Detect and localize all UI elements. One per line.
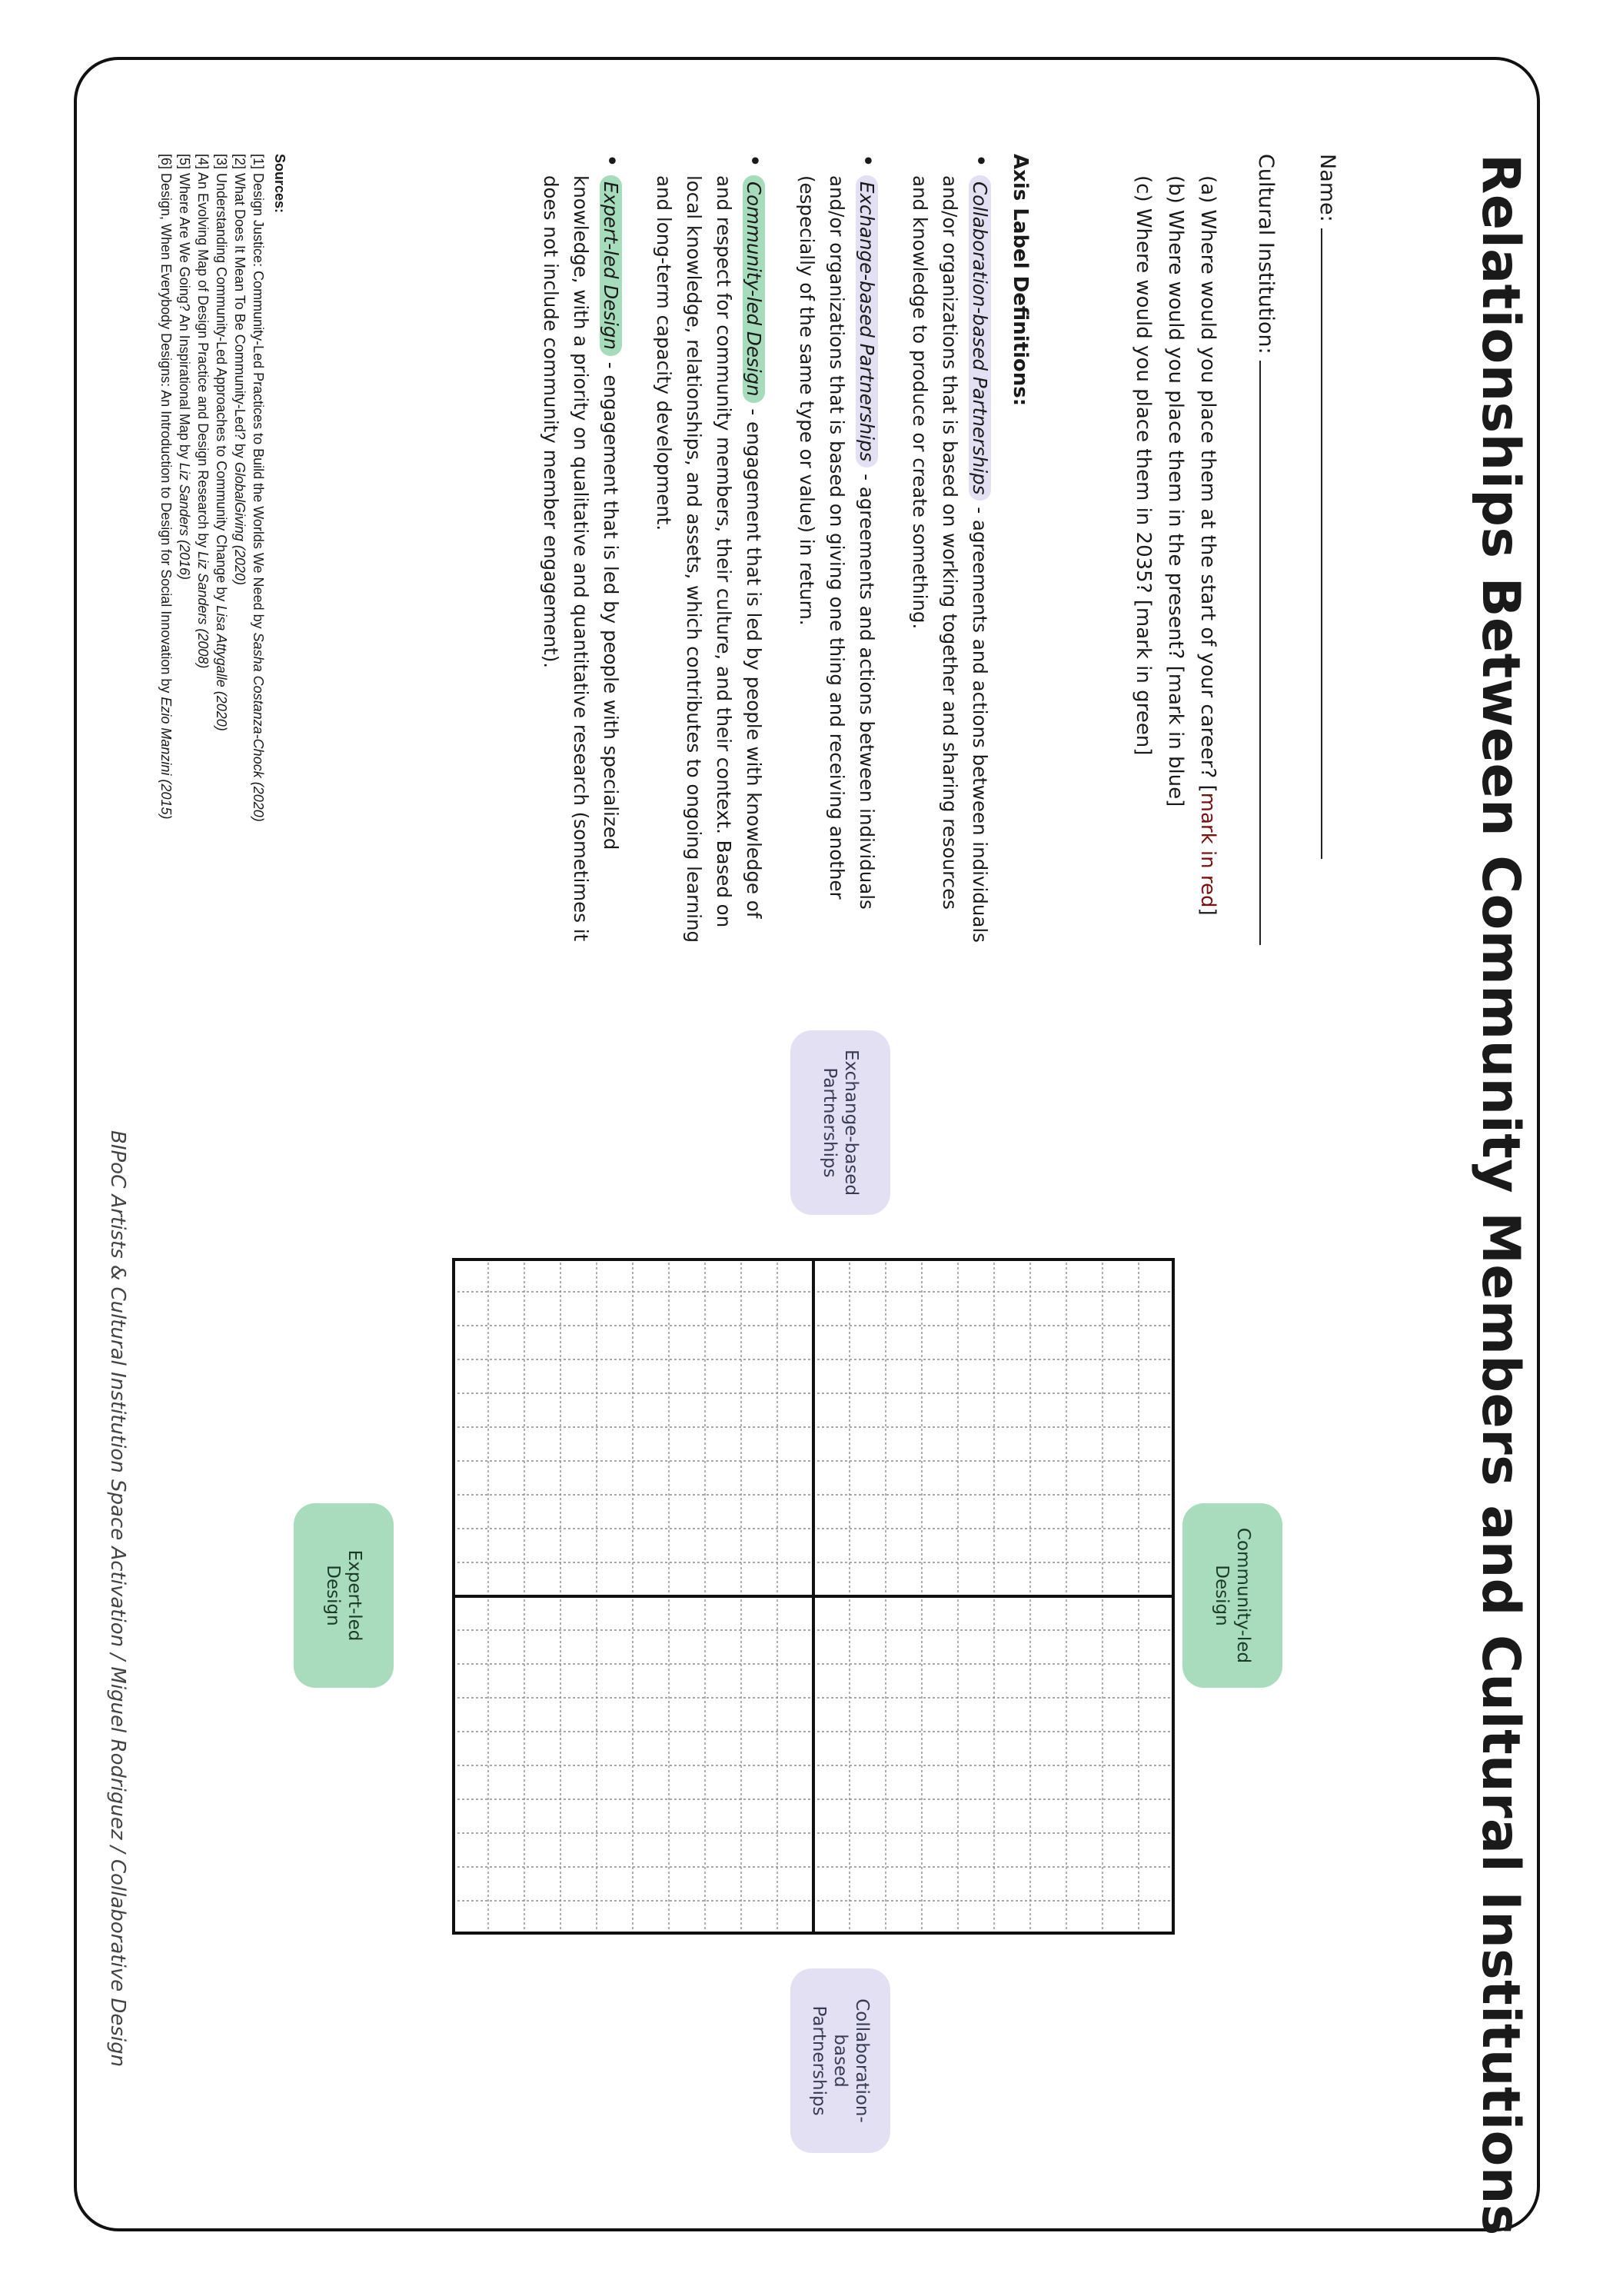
term-exchange: Exchange-based Partnerships [856,175,878,468]
definition-expert: • Expert-led Design - engagement that is led by people with specialized knowledge, with a priority on qualitative and quantitative research (sometimes it does not include community member engagement). [536,175,626,944]
question-list [1127,175,1224,916]
name-label: Name: [1315,154,1339,222]
source-item: [1] Design Justice: Community-Led Practices to Build the Worlds We Need by Sasha Costanza-Chock (2020) [251,154,266,822]
institution-label: Cultural Institution: [1254,154,1278,354]
source-item: [3] Understanding Community-Led Approaches to Community Change by Lisa Attygalle (2020) [214,154,229,731]
source-item: [4] An Evolving Map of Design Practice and Design Research by Liz Sanders (2008) [195,154,211,669]
term-collaboration: Collaboration-based Partnerships [969,175,991,501]
axis-label-expert: Expert-led Design [294,1503,394,1688]
source-item: [2] What Does It Mean To Be Community-Led? by GlobalGiving (2020) [232,154,248,585]
axis-label-collaboration: Collaboration-based Partnerships [790,1968,890,2153]
institution-field [1254,154,1281,945]
question-a: (a) Where would you place them at the start of your career? [mark in red] [1196,175,1219,916]
institution-line[interactable] [1259,361,1281,945]
name-line[interactable] [1321,228,1342,859]
source-item: [5] Where Are We Going? An Inspirational Map by Liz Sanders (2016) [177,154,192,580]
definition-collaboration: • Collaboration-based Partnerships - agreements and actions between individuals and/or organizations that is based on working together and sharing resources and knowledge to produce or create something. [905,175,995,944]
footer-credit: BIPoC Artists & Cultural Institution Space Activation / Miguel Rodriguez / Collaborative Design [106,1130,129,2068]
source-item: [6] Design, When Everybody Designs: An Introduction to Design for Social Innovation by Ezio Manzini (2015) [158,154,174,820]
definition-exchange: • Exchange-based Partnerships - agreements and actions between individuals and/or organizations that is based on giving one thing and receiving another (especially of the same type or value) in return. [792,175,882,944]
question-c: (c) Where would you place them in 2035? [mark in green] [1132,175,1155,756]
axis-label-exchange: Exchange-based Partnerships [790,1030,890,1215]
axis-definitions-heading: Axis Label Definitions: [1009,154,1032,407]
definition-list [513,154,995,944]
name-field [1315,154,1342,859]
axis-label-community: Community-led Design [1182,1503,1282,1688]
sources-heading: Sources: [272,154,288,214]
definition-community: • Community-led Design - engagement that is led by people with knowledge of and respect for community members, their culture, and their context. Based on local knowledge, relationships, and assets, which contributes to ongoing learning and long-term capacity development. [649,175,769,944]
term-community: Community-led Design [743,175,765,403]
red-mark-note: mark in red [1196,792,1219,908]
worksheet-title: Relationships Between Community Members and Cultural Institutions [1470,154,1531,2236]
term-expert: Expert-led Design [600,175,622,356]
quadrant-grid[interactable] [452,1258,1175,1935]
sources-list [157,154,268,822]
question-b: (b) Where would you place them in the present? [mark in blue] [1164,175,1187,807]
